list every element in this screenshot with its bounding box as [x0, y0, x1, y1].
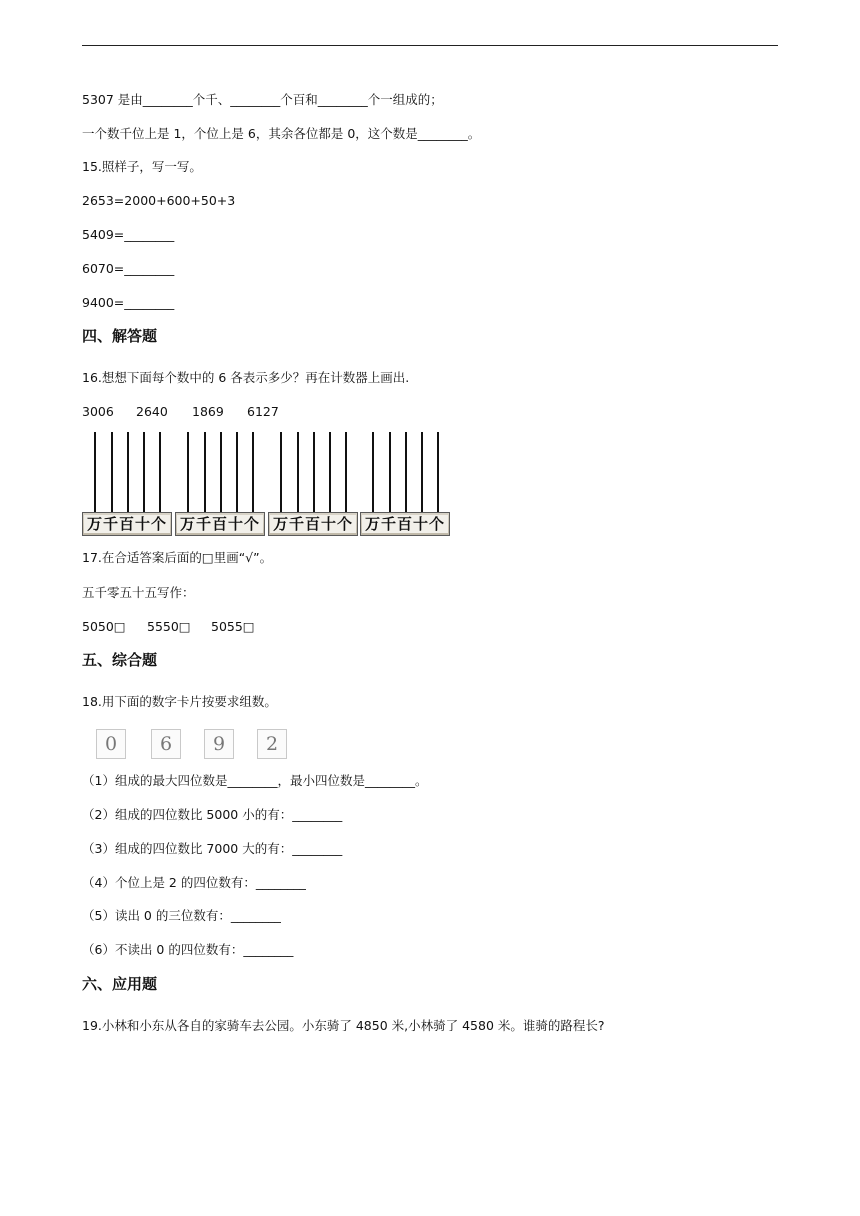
example-line: 2653=2000+600+50+3 [82, 193, 236, 208]
abacus-place-labels: 万千百十个 [177, 515, 263, 533]
abacus-base [268, 512, 358, 536]
q18-item-6: （6）不读出 0 的四位数有：________ [82, 942, 294, 957]
answer-line-5409: 5409=________ [82, 227, 175, 242]
abacus-rods [175, 432, 267, 512]
digit-cards [96, 729, 296, 761]
question-17-title: 17.在合适答案后面的□里画“√”。 [82, 550, 273, 565]
section-6-heading: 六、应用题 [82, 975, 158, 993]
question-19-text: 19.小林和小东从各自的家骑车去公园。小东骑了 4850 米,小林骑了 4580 米。谁骑的路程长? [82, 1018, 605, 1033]
abacus-3 [268, 432, 360, 539]
question-line-digits: 5307 是由________个千、________个百和________个一组成的； [82, 92, 443, 107]
abacus-place-labels: 万千百十个 [270, 515, 356, 533]
number-6127: 6127 [247, 404, 279, 419]
number-3006: 3006 [82, 404, 114, 419]
abacus-rods [268, 432, 360, 512]
abacus-1 [82, 432, 174, 539]
question-line-number: 一个数千位上是 1，个位上是 6，其余各位都是 0，这个数是________。 [82, 126, 481, 141]
option-5055[interactable]: 5055□ [211, 619, 255, 634]
option-5050[interactable]: 5050□ [82, 619, 126, 634]
q18-item-3: （3）组成的四位数比 7000 大的有：________ [82, 841, 343, 856]
number-1869: 1869 [192, 404, 224, 419]
q18-item-2: （2）组成的四位数比 5000 小的有：________ [82, 807, 343, 822]
answer-line-6070: 6070=________ [82, 261, 175, 276]
abacus-place-labels: 万千百十个 [362, 515, 448, 533]
header-rule [82, 45, 778, 46]
question-17-prompt: 五千零五十五写作： [82, 585, 195, 600]
abacus-rods [360, 432, 452, 512]
question-18-title: 18.用下面的数字卡片按要求组数。 [82, 694, 277, 709]
abacus-base [82, 512, 172, 536]
digit-card: 2 [257, 729, 287, 759]
number-2640: 2640 [136, 404, 168, 419]
question-16-title: 16.想想下面每个数中的 6 各表示多少？再在计数器上画出. [82, 370, 410, 385]
section-4-heading: 四、解答题 [82, 327, 158, 345]
q18-item-5: （5）读出 0 的三位数有：________ [82, 908, 281, 923]
digit-card: 9 [204, 729, 234, 759]
abacus-4 [360, 432, 452, 539]
digit-card: 0 [96, 729, 126, 759]
answer-line-9400: 9400=________ [82, 295, 175, 310]
abacus-rods [82, 432, 174, 512]
abacus-group [82, 432, 462, 539]
q18-item-4: （4）个位上是 2 的四位数有：________ [82, 875, 306, 890]
question-15-title: 15.照样子，写一写。 [82, 159, 202, 174]
section-5-heading: 五、综合题 [82, 651, 158, 669]
option-5550[interactable]: 5550□ [147, 619, 191, 634]
abacus-2 [175, 432, 267, 539]
abacus-base [360, 512, 450, 536]
abacus-place-labels: 万千百十个 [84, 515, 170, 533]
digit-card: 6 [151, 729, 181, 759]
abacus-base [175, 512, 265, 536]
q18-item-1: （1）组成的最大四位数是________，最小四位数是________。 [82, 773, 428, 788]
